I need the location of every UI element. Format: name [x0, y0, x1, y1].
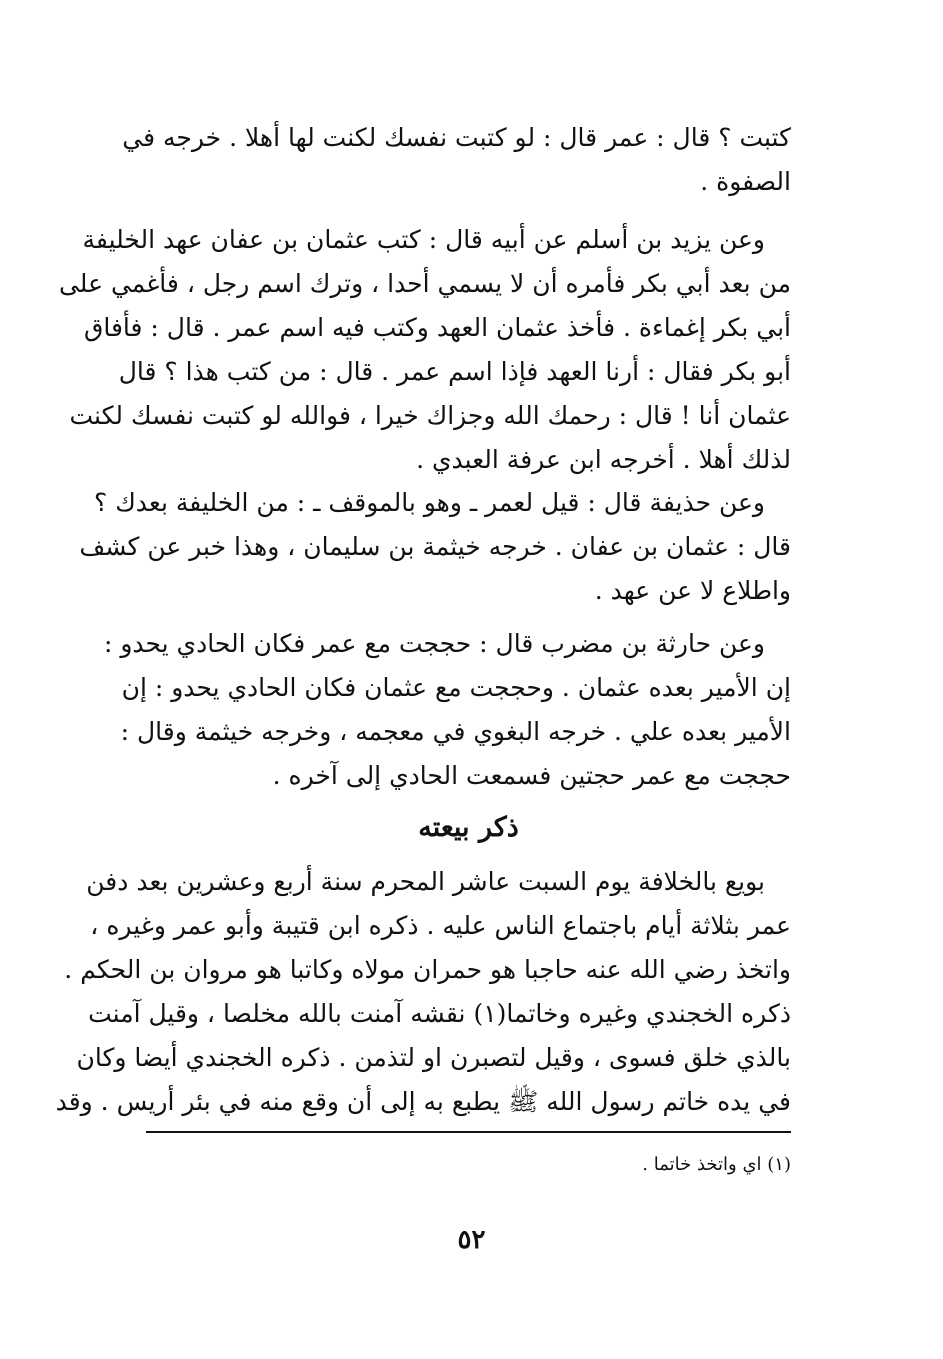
text-line: بويع بالخلافة يوم السبت عاشر المحرم سنة أربع وعشرين بعد دفن: [86, 867, 765, 896]
paragraph-4: [103, 622, 791, 798]
text-line: وعن حذيفة قال : قيل لعمر ـ وهو بالموقف ـ : من الخليفة بعدك ؟: [93, 488, 765, 517]
text-line: واطلاع لا عن عهد .: [594, 576, 791, 605]
text-line: الصفوة .: [700, 167, 791, 196]
text-line: كتبت ؟ قال : عمر قال : لو كتبت نفسك لكنت لها أهلا . خرجه في: [122, 123, 791, 152]
text-line: أبو بكر فقال : أرنا العهد فإذا اسم عمر . قال : من كتب هذا ؟ قال: [118, 357, 791, 386]
text-line: إن الأمير بعده عثمان . وحججت مع عثمان فكان الحادي يحدو : إن: [121, 673, 791, 702]
text-line: قال : عثمان بن عفان . خرجه خيثمة بن سليمان ، وهذا خبر عن كشف: [79, 532, 791, 561]
paragraph-3: [79, 481, 791, 613]
text-line: ذكره الخجندي وغيره وخاتما(١) نقشه آمنت بالله مخلصا ، وقيل آمنت: [88, 999, 791, 1028]
footnote: (١) اي واتخذ خاتما .: [642, 1154, 791, 1175]
text-line: عمر بثلاثة أيام باجتماع الناس عليه . ذكره ابن قتيبة وأبو عمر وغيره ،: [90, 911, 791, 940]
text-line: في يده خاتم رسول الله ﷺ يطبع به إلى أن وقع منه في بئر أريس . وقد: [55, 1087, 791, 1116]
page-number: ٥٢: [457, 1225, 486, 1255]
text-line: واتخذ رضي الله عنه حاجبا هو حمران مولاه وكاتبا هو مروان بن الحكم .: [64, 955, 791, 984]
text-line: أبي بكر إغماءة . فأخذ عثمان العهد وكتب فيه اسم عمر . قال : فأفاق: [83, 313, 791, 342]
section-heading: ذكر بيعته: [418, 812, 519, 843]
text-line: بالذي خلق فسوى ، وقيل لتصبرن او لتذمن . ذكره الخجندي أيضا وكان: [76, 1043, 791, 1072]
text-line: حججت مع عمر حجتين فسمعت الحادي إلى آخره .: [272, 761, 791, 790]
text-line: لذلك أهلا . أخرجه ابن عرفة العبدي .: [416, 445, 791, 474]
paragraph-5: [55, 860, 791, 1124]
footnote-divider: [146, 1131, 791, 1133]
text-line: وعن حارثة بن مضرب قال : حججت مع عمر فكان الحادي يحدو :: [103, 629, 765, 658]
paragraph-2: [58, 218, 791, 482]
text-line: وعن يزيد بن أسلم عن أبيه قال : كتب عثمان بن عفان عهد الخليفة: [82, 225, 765, 254]
paragraph-1: [122, 116, 791, 204]
text-line: عثمان أنا ! قال : رحمك الله وجزاك خيرا ، فوالله لو كتبت نفسك لكنت: [69, 401, 791, 430]
text-line: من بعد أبي بكر فأمره أن لا يسمي أحدا ، وترك اسم رجل ، فأغمي على: [58, 269, 791, 298]
text-line: الأمير بعده علي . خرجه البغوي في معجمه ، وخرجه خيثمة وقال :: [120, 717, 791, 746]
